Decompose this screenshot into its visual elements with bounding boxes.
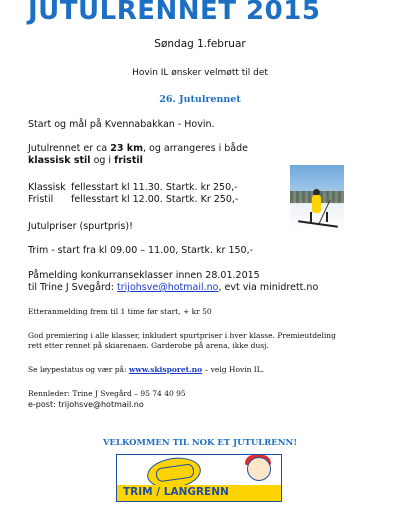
start-location: Start og mål på Kvennabakkan - Hovin. bbox=[28, 119, 215, 130]
premiering-line-2: rett etter rennet på skiarenaen. Garderobe på arena, ikke dusj. bbox=[28, 341, 269, 350]
description-line-2 bbox=[28, 155, 143, 166]
distance: 23 km bbox=[110, 143, 143, 154]
registration-text: , evt via minidrett.no bbox=[218, 282, 319, 293]
registration-email-link[interactable]: trijohsve@hotmail.no bbox=[117, 282, 219, 293]
description-text: Jutulrennet er ca bbox=[28, 143, 111, 154]
status-text: – velg Hovin IL. bbox=[202, 365, 265, 374]
edition-heading: 26. Jutulrennet bbox=[159, 94, 241, 105]
trim-text: Trim - start fra kl 09.00 – 11.00, Startk. kr 150,- bbox=[28, 245, 254, 256]
logo-band-text: TRIM / LANGRENN bbox=[123, 486, 229, 498]
welcome-text: Hovin IL ønsker velmøtt til det bbox=[132, 68, 268, 78]
description-line-1 bbox=[28, 143, 248, 154]
registration-contact bbox=[28, 282, 318, 293]
description-text: , og arrangeres i både bbox=[142, 143, 248, 154]
trail-status bbox=[28, 365, 264, 374]
free-details: fellesstart kl 12.00. Startk. Kr 250,- bbox=[71, 194, 239, 205]
free-start-info bbox=[28, 194, 238, 205]
contact-email: e-post: trijohsve@hotmail.no bbox=[28, 400, 144, 409]
poster-title: JUTULRENNET 2015 bbox=[28, 0, 321, 26]
event-date: Søndag 1.februar bbox=[154, 38, 246, 50]
prizes-text: Jutulpriser (spurtpris)! bbox=[28, 221, 133, 232]
classic-style: klassisk stil bbox=[28, 155, 91, 166]
status-text: Se løypestatus og vær på: bbox=[28, 365, 129, 374]
skier-photo bbox=[290, 165, 344, 233]
late-registration: Etteranmelding frem til 1 time før start, + kr 50 bbox=[28, 307, 212, 316]
skier-legs bbox=[310, 212, 328, 222]
race-leader: Rennleder: Trine J Svegård – 95 74 40 95 bbox=[28, 389, 186, 398]
classic-start-info bbox=[28, 182, 238, 193]
closing-text: VELKOMMEN TIL NOK ET JUTULRENN! bbox=[102, 438, 298, 448]
hovin-trim-langrenn-logo bbox=[116, 454, 282, 502]
classic-label: Klassisk bbox=[28, 182, 66, 193]
free-style: fristil bbox=[114, 155, 143, 166]
mascot-icon bbox=[247, 457, 271, 481]
skisporet-link[interactable]: www.skisporet.no bbox=[128, 365, 203, 374]
classic-details: fellesstart kl 11.30. Startk. kr 250,- bbox=[71, 182, 238, 193]
registration-text: til Trine J Svegård: bbox=[28, 282, 118, 293]
description-text: og i bbox=[90, 155, 115, 166]
skier-body bbox=[312, 195, 321, 213]
free-label: Fristil bbox=[28, 194, 54, 205]
registration-text: Påmelding konkurranseklasser innen 28.01.2015 bbox=[28, 270, 260, 281]
premiering-line-1: God premiering i alle klasser, inkludert spurtpriser i hver klasse. Premieutdeling bbox=[28, 331, 336, 340]
